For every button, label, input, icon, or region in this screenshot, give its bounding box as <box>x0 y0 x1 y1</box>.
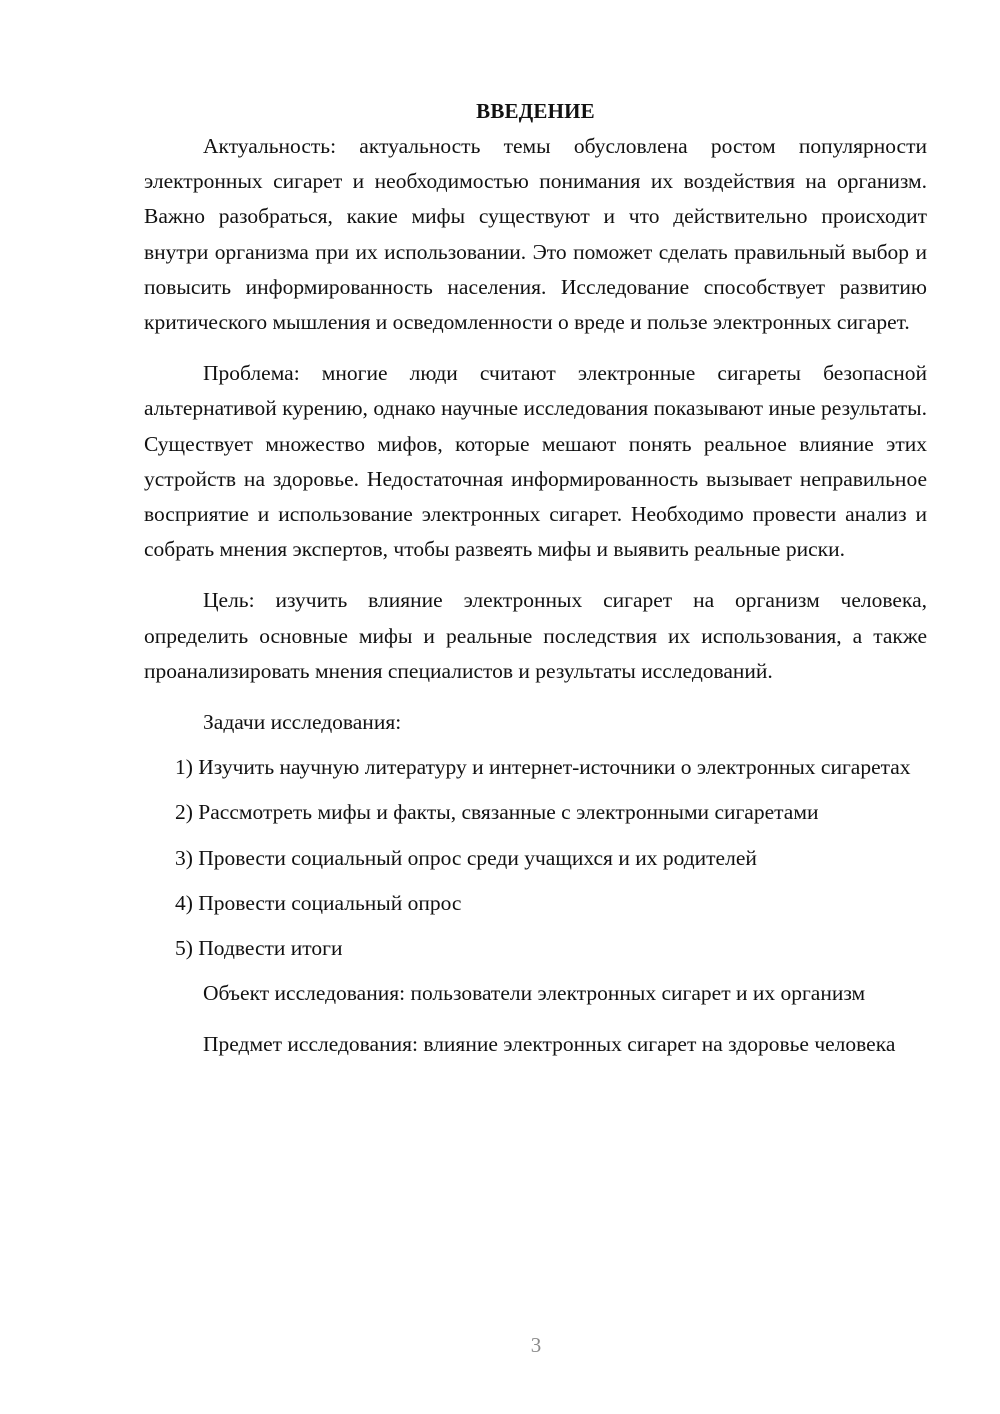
page-content <box>144 96 927 1063</box>
object-paragraph: Объект исследования: пользователи электронных сигарет и их организм <box>203 981 866 1006</box>
task-item-4: 4) Провести социальный опрос <box>175 890 462 915</box>
task-item-2: 2) Рассмотреть мифы и факты, связанные с электронными сигаретами <box>175 800 819 825</box>
tasks-heading: Задачи исследования: <box>203 710 402 735</box>
page-number: 3 <box>530 1333 542 1357</box>
relevance-paragraph: Актуальность: актуальность темы обусловлена ростом популярности электронных сигарет и необходимостью понимания их воздействия на организм. Важно разобраться, какие мифы существуют и что действительно происходит внутри организма при их использовании. Это поможет сделать правильный выбор и повысить информированность населения. Исследование способствует развитию критического мышления и осведомленности о вреде и пользе электронных сигарет. <box>144 134 927 335</box>
task-item-5: 5) Подвести итоги <box>175 936 343 961</box>
problem-paragraph: Проблема: многие люди считают электронные сигареты безопасной альтернативой курению, однако научные исследования показывают иные результаты. Существует множество мифов, которые мешают понять реальное влияние этих устройств на здоровье. Недостаточная информированность вызывает неправильное восприятие и использование электронных сигарет. Необходимо провести анализ и собрать мнения экспертов, чтобы развеять мифы и выявить реальные риски. <box>144 361 927 562</box>
page-title: ВВЕДЕНИЕ <box>476 99 595 123</box>
task-item-1: 1) Изучить научную литературу и интернет-источники о электронных сигаретах <box>175 755 911 780</box>
subject-paragraph: Предмет исследования: влияние электронных сигарет на здоровье человека <box>203 1032 896 1057</box>
task-item-3: 3) Провести социальный опрос среди учащихся и их родителей <box>175 845 757 870</box>
goal-paragraph: Цель: изучить влияние электронных сигарет на организм человека, определить основные мифы и реальные последствия их использования, а также проанализировать мнения специалистов и результаты исследований. <box>144 588 927 683</box>
